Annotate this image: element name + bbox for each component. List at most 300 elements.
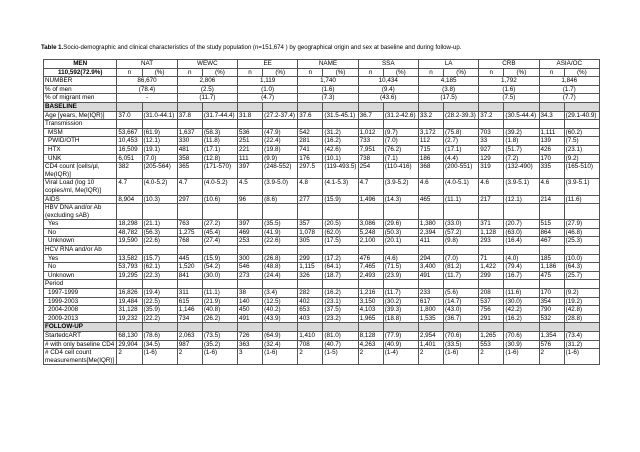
count-cell: 790 xyxy=(539,306,564,315)
percent-cell: (25.7) xyxy=(564,271,599,280)
count-cell: 1,965 xyxy=(358,314,383,323)
table-row xyxy=(44,349,600,365)
percent-cell: (31.5-45.1) xyxy=(323,111,358,120)
count-cell: 1,275 xyxy=(177,228,202,237)
count-cell: 253 xyxy=(238,237,263,246)
n-header: n xyxy=(358,68,383,77)
count-cell: 37.2 xyxy=(479,111,504,120)
caption-label: Table 1. xyxy=(41,44,64,51)
section-row xyxy=(44,102,600,111)
group-label: Period xyxy=(44,280,117,289)
table-row xyxy=(44,332,600,341)
column-header: NAME xyxy=(298,60,358,69)
percent-cell: (58.3) xyxy=(202,128,237,137)
percent-cell: (17.5) xyxy=(323,237,358,246)
empty-cell xyxy=(358,280,383,289)
count-cell: 254 xyxy=(358,163,383,179)
count-cell: 34.3 xyxy=(539,111,564,120)
empty-cell xyxy=(358,204,383,220)
count-cell: 738 xyxy=(358,154,383,163)
section-fill xyxy=(444,102,479,111)
count-cell: 1,380 xyxy=(418,220,443,229)
value-cell: (43.6) xyxy=(358,94,418,103)
empty-cell xyxy=(263,204,298,220)
value-cell: 2,806 xyxy=(177,77,237,86)
percent-cell: (17.2) xyxy=(323,254,358,263)
empty-cell xyxy=(298,246,323,255)
count-cell: 841 xyxy=(177,271,202,280)
percent-cell: (79.4) xyxy=(504,263,539,272)
empty-cell xyxy=(564,204,599,220)
count-cell: 3 xyxy=(238,349,263,365)
section-fill xyxy=(238,323,263,332)
percent-cell: (42.6) xyxy=(323,145,358,154)
percent-cell: (9.2) xyxy=(564,289,599,298)
value-cell: 1,846 xyxy=(539,77,599,86)
row-label: 1997-1999 xyxy=(44,289,117,298)
count-cell: 397 xyxy=(238,220,263,229)
section-fill xyxy=(383,323,418,332)
value-cell: (11.7) xyxy=(177,94,237,103)
percent-cell: (205-564) xyxy=(142,163,177,179)
count-cell: 10,453 xyxy=(117,137,142,146)
count-cell: 741 xyxy=(298,145,323,154)
table-row xyxy=(44,137,600,146)
count-cell: 33.2 xyxy=(418,111,443,120)
count-cell: 1,115 xyxy=(298,263,323,272)
percent-cell: (29.1-40.9) xyxy=(564,111,599,120)
count-cell: 371 xyxy=(479,220,504,229)
empty-cell xyxy=(117,246,142,255)
empty-cell xyxy=(202,280,237,289)
percent-cell: (132-490) xyxy=(504,163,539,179)
percent-cell: (16.2) xyxy=(323,137,358,146)
percent-cell: (56.3) xyxy=(142,228,177,237)
count-cell: 170 xyxy=(539,289,564,298)
column-header: NAT xyxy=(117,60,177,69)
count-cell: 4,103 xyxy=(358,306,383,315)
empty-cell xyxy=(117,280,142,289)
empty-cell xyxy=(418,246,443,255)
count-cell: 411 xyxy=(418,237,443,246)
row-label: % of men xyxy=(44,85,117,94)
count-cell: 6,051 xyxy=(117,154,142,163)
percent-cell: (8.6) xyxy=(263,195,298,204)
percent-cell: (30.9) xyxy=(504,340,539,349)
percent-cell: (11.7) xyxy=(444,271,479,280)
count-cell: 53,667 xyxy=(117,128,142,137)
count-cell: 1,401 xyxy=(418,340,443,349)
count-cell: 1,422 xyxy=(479,263,504,272)
percent-cell: (31.2-42.6) xyxy=(383,111,418,120)
percent-cell: (71.5) xyxy=(383,263,418,272)
section-fill xyxy=(539,323,564,332)
count-cell: 297.5 xyxy=(298,163,323,179)
percent-cell: (37.5) xyxy=(323,306,358,315)
empty-cell xyxy=(358,120,383,129)
empty-cell xyxy=(298,204,323,220)
percent-cell: (27.2-37.4) xyxy=(263,111,298,120)
percent-cell: (9.8) xyxy=(444,237,479,246)
percent-cell: (4.0-5.2) xyxy=(202,179,237,195)
pct-header: (%) xyxy=(383,68,418,77)
table-row xyxy=(44,271,600,280)
row-label: StartedcART xyxy=(44,332,117,341)
pct-header: (%) xyxy=(142,68,177,77)
count-cell: 273 xyxy=(238,271,263,280)
count-cell: 2,063 xyxy=(177,332,202,341)
count-cell: 358 xyxy=(177,154,202,163)
percent-cell: (22.6) xyxy=(263,237,298,246)
count-cell: 140 xyxy=(238,297,263,306)
count-cell: 763 xyxy=(177,220,202,229)
percent-cell: (9.7) xyxy=(383,128,418,137)
percent-cell: (18.8) xyxy=(383,314,418,323)
count-cell: 5,248 xyxy=(358,228,383,237)
percent-cell: (30.2) xyxy=(383,297,418,306)
value-cell: 1,740 xyxy=(298,77,358,86)
count-cell: 217 xyxy=(479,195,504,204)
row-label: % of migrant men xyxy=(44,94,117,103)
percent-cell: (119-493.5) xyxy=(323,163,358,179)
value-cell: (7.7) xyxy=(539,94,599,103)
percent-cell: (1-4) xyxy=(383,349,418,365)
section-fill xyxy=(444,323,479,332)
empty-cell xyxy=(177,120,202,129)
percent-cell: (4.1-5.3) xyxy=(323,179,358,195)
characteristics-table xyxy=(43,59,600,365)
pct-header: (%) xyxy=(504,68,539,77)
count-cell: 733 xyxy=(358,137,383,146)
percent-cell: (64.1) xyxy=(323,263,358,272)
empty-cell xyxy=(418,120,443,129)
table-row xyxy=(44,314,600,323)
table-row xyxy=(44,179,600,195)
count-cell: 19,232 xyxy=(117,314,142,323)
percent-cell: (81.2) xyxy=(444,263,479,272)
row-label: Unknown xyxy=(44,237,117,246)
section-fill xyxy=(504,102,539,111)
section-fill xyxy=(298,102,323,111)
section-fill xyxy=(298,323,323,332)
percent-cell: (3.9-5.1) xyxy=(504,179,539,195)
empty-cell xyxy=(238,204,263,220)
percent-cell: (12.8) xyxy=(202,154,237,163)
percent-cell: (20.7) xyxy=(504,220,539,229)
count-cell: 139 xyxy=(539,137,564,146)
count-cell: 176 xyxy=(298,154,323,163)
row-label: 2004-2008 xyxy=(44,306,117,315)
count-cell: 2 xyxy=(479,349,504,365)
percent-cell: (9.2) xyxy=(564,154,599,163)
empty-cell xyxy=(539,280,564,289)
count-cell: 4.8 xyxy=(298,179,323,195)
percent-cell: (165-510) xyxy=(564,163,599,179)
percent-cell: (23.1) xyxy=(564,145,599,154)
count-cell: 397 xyxy=(238,163,263,179)
count-cell: 653 xyxy=(298,306,323,315)
section-row xyxy=(44,323,600,332)
count-cell: 7,465 xyxy=(358,263,383,272)
count-cell: 469 xyxy=(238,228,263,237)
count-cell: 1,012 xyxy=(358,128,383,137)
percent-cell: (28.8) xyxy=(564,314,599,323)
count-cell: 475 xyxy=(539,271,564,280)
percent-cell: (48.8) xyxy=(263,263,298,272)
count-cell: 2,493 xyxy=(358,271,383,280)
percent-cell: (34.5) xyxy=(142,340,177,349)
column-header: SSA xyxy=(358,60,418,69)
percent-cell: (81.0) xyxy=(323,332,358,341)
count-cell: 708 xyxy=(298,340,323,349)
count-cell: 368 xyxy=(418,163,443,179)
n-header: n xyxy=(298,68,323,77)
table-caption xyxy=(41,44,601,52)
percent-cell: (16.2) xyxy=(323,289,358,298)
percent-cell: (1-6) xyxy=(202,349,237,365)
percent-cell: (27.4) xyxy=(202,237,237,246)
row-label: No xyxy=(44,263,117,272)
percent-cell: (30.0) xyxy=(202,271,237,280)
empty-cell xyxy=(142,246,177,255)
percent-cell: (15.9) xyxy=(323,195,358,204)
percent-cell: (4.0-5.1) xyxy=(444,179,479,195)
section-fill xyxy=(564,102,599,111)
empty-cell xyxy=(418,204,443,220)
count-cell: 37.8 xyxy=(177,111,202,120)
count-cell: 726 xyxy=(238,332,263,341)
percent-cell: (1-6) xyxy=(564,349,599,365)
section-fill xyxy=(418,102,443,111)
percent-cell: (62.1) xyxy=(142,263,177,272)
percent-cell: (28.2-39.3) xyxy=(444,111,479,120)
count-cell: 170 xyxy=(539,154,564,163)
percent-cell: (1-6) xyxy=(263,349,298,365)
empty-cell xyxy=(479,204,504,220)
count-cell: 16,826 xyxy=(117,289,142,298)
percent-cell: (16.4) xyxy=(504,237,539,246)
table-row xyxy=(44,94,600,103)
percent-cell: (76.2) xyxy=(383,145,418,154)
count-cell: 19,484 xyxy=(117,297,142,306)
percent-cell: (73.5) xyxy=(202,332,237,341)
count-cell: 3,086 xyxy=(358,220,383,229)
count-cell: 68,130 xyxy=(117,332,142,341)
row-label: Viral Load (log 10 copies/ml, Me(IQR)] xyxy=(44,179,117,195)
count-cell: 19,590 xyxy=(117,237,142,246)
percent-cell: (30.0) xyxy=(504,297,539,306)
count-cell: 16,509 xyxy=(117,145,142,154)
table-row xyxy=(44,145,600,154)
percent-cell: (39.2) xyxy=(504,128,539,137)
empty-cell xyxy=(444,204,479,220)
percent-cell: (40.2) xyxy=(263,306,298,315)
percent-cell: (16.2) xyxy=(504,314,539,323)
section-fill xyxy=(479,323,504,332)
percent-cell: (78.6) xyxy=(142,332,177,341)
percent-cell: (17.1) xyxy=(444,145,479,154)
count-cell: 476 xyxy=(358,254,383,263)
empty-cell xyxy=(202,120,237,129)
count-cell: 2 xyxy=(358,349,383,365)
count-cell: 96 xyxy=(238,195,263,204)
value-cell: (1.7) xyxy=(539,85,599,94)
count-cell: 927 xyxy=(479,145,504,154)
count-cell: 1,354 xyxy=(539,332,564,341)
percent-cell: (30.5-44.4) xyxy=(504,111,539,120)
column-header: ASIA/OC xyxy=(539,60,599,69)
group-header-row xyxy=(44,280,600,289)
pct-header: (%) xyxy=(444,68,479,77)
value-cell: 1,119 xyxy=(238,77,298,86)
empty-cell xyxy=(177,280,202,289)
percent-cell: (1-5) xyxy=(323,349,358,365)
percent-cell: (27.9) xyxy=(564,220,599,229)
empty-cell xyxy=(383,246,418,255)
table-row xyxy=(44,220,600,229)
count-cell: 4.6 xyxy=(418,179,443,195)
section-fill xyxy=(238,102,263,111)
count-cell: 1,800 xyxy=(418,306,443,315)
count-cell: 365 xyxy=(177,163,202,179)
empty-cell xyxy=(177,204,202,220)
empty-cell xyxy=(323,246,358,255)
count-cell: 29,904 xyxy=(117,340,142,349)
count-cell: 4,263 xyxy=(358,340,383,349)
percent-cell: (64.3) xyxy=(564,263,599,272)
value-cell: (78.4) xyxy=(117,85,177,94)
n-header: n xyxy=(117,68,142,77)
section-fill xyxy=(202,323,237,332)
count-cell: 615 xyxy=(177,297,202,306)
count-cell: 382 xyxy=(117,163,142,179)
count-cell: 3,150 xyxy=(358,297,383,306)
empty-cell xyxy=(202,246,237,255)
percent-cell: (47.9) xyxy=(263,128,298,137)
count-cell: 1,496 xyxy=(358,195,383,204)
percent-cell: (33.5) xyxy=(444,340,479,349)
empty-cell xyxy=(539,204,564,220)
count-cell: 185 xyxy=(539,254,564,263)
row-label: MSM xyxy=(44,128,117,137)
count-cell: 2 xyxy=(539,349,564,365)
table-body xyxy=(44,60,600,365)
empty-cell xyxy=(298,280,323,289)
count-cell: 756 xyxy=(479,306,504,315)
count-cell: 1,520 xyxy=(177,263,202,272)
percent-cell: (200-551) xyxy=(444,163,479,179)
percent-cell: (60.2) xyxy=(564,128,599,137)
table-row xyxy=(44,111,600,120)
percent-cell: (10.0) xyxy=(564,254,599,263)
percent-cell: (1-6) xyxy=(444,349,479,365)
percent-cell: (9.9) xyxy=(263,154,298,163)
group-header-row xyxy=(44,204,600,220)
count-cell: 465 xyxy=(418,195,443,204)
count-cell: 536 xyxy=(238,128,263,137)
percent-cell: (54.2) xyxy=(202,263,237,272)
count-cell: 221 xyxy=(238,145,263,154)
empty-cell xyxy=(263,246,298,255)
percent-cell: (7.0) xyxy=(444,254,479,263)
count-cell: 3,400 xyxy=(418,263,443,272)
n-header: n xyxy=(479,68,504,77)
percent-cell: (11.6) xyxy=(504,289,539,298)
empty-cell xyxy=(504,204,539,220)
section-fill xyxy=(323,323,358,332)
empty-cell xyxy=(383,280,418,289)
empty-cell xyxy=(177,246,202,255)
row-label: # with only baseline CD4 xyxy=(44,340,117,349)
count-cell: 319 xyxy=(479,163,504,179)
section-fill xyxy=(504,323,539,332)
count-cell: 36.7 xyxy=(358,111,383,120)
section-fill xyxy=(358,102,383,111)
empty-cell xyxy=(539,120,564,129)
percent-cell: (46.8) xyxy=(564,228,599,237)
count-cell: 2 xyxy=(298,349,323,365)
empty-cell xyxy=(564,120,599,129)
empty-cell xyxy=(238,246,263,255)
percent-cell: (1-6) xyxy=(504,349,539,365)
percent-cell: (19.2) xyxy=(564,297,599,306)
count-cell: 4.6 xyxy=(479,179,504,195)
table-row xyxy=(44,163,600,179)
row-label: No xyxy=(44,228,117,237)
count-cell: 987 xyxy=(177,340,202,349)
count-cell: 354 xyxy=(539,297,564,306)
empty-cell xyxy=(479,280,504,289)
group-header-row xyxy=(44,120,600,129)
table-row xyxy=(44,297,600,306)
value-cell: (7.3) xyxy=(298,94,358,103)
column-header: CRB xyxy=(479,60,539,69)
percent-cell: (40.7) xyxy=(323,340,358,349)
percent-cell: (39.3) xyxy=(383,306,418,315)
percent-cell: (50.3) xyxy=(383,228,418,237)
count-cell: 297 xyxy=(177,195,202,204)
count-cell: 37.6 xyxy=(298,111,323,120)
count-cell: 38 xyxy=(238,289,263,298)
table-row xyxy=(44,306,600,315)
row-label: NUMBER xyxy=(44,77,117,86)
section-fill xyxy=(142,323,177,332)
percent-cell: (29.6) xyxy=(383,220,418,229)
percent-cell: (35.2) xyxy=(202,340,237,349)
pct-header: (%) xyxy=(323,68,358,77)
percent-cell: (10.6) xyxy=(202,195,237,204)
value-cell: (4.7) xyxy=(238,94,298,103)
count-cell: 33 xyxy=(479,137,504,146)
empty-cell xyxy=(504,246,539,255)
count-cell: 277 xyxy=(298,195,323,204)
group-label: HBV DNA and/or Ab (excluding sAB) xyxy=(44,204,117,220)
value-cell: - xyxy=(117,94,177,103)
count-cell: 305 xyxy=(298,237,323,246)
section-fill xyxy=(479,102,504,111)
count-cell: 31.8 xyxy=(238,111,263,120)
count-cell: 3,172 xyxy=(418,128,443,137)
percent-cell: (11.7) xyxy=(383,289,418,298)
count-cell: 186 xyxy=(418,154,443,163)
count-cell: 537 xyxy=(479,297,504,306)
empty-cell xyxy=(238,120,263,129)
group-label: HCV RNA and/or Ab xyxy=(44,246,117,255)
section-fill xyxy=(358,323,383,332)
empty-cell xyxy=(564,246,599,255)
count-cell: 293 xyxy=(479,237,504,246)
percent-cell: (41.9) xyxy=(263,228,298,237)
